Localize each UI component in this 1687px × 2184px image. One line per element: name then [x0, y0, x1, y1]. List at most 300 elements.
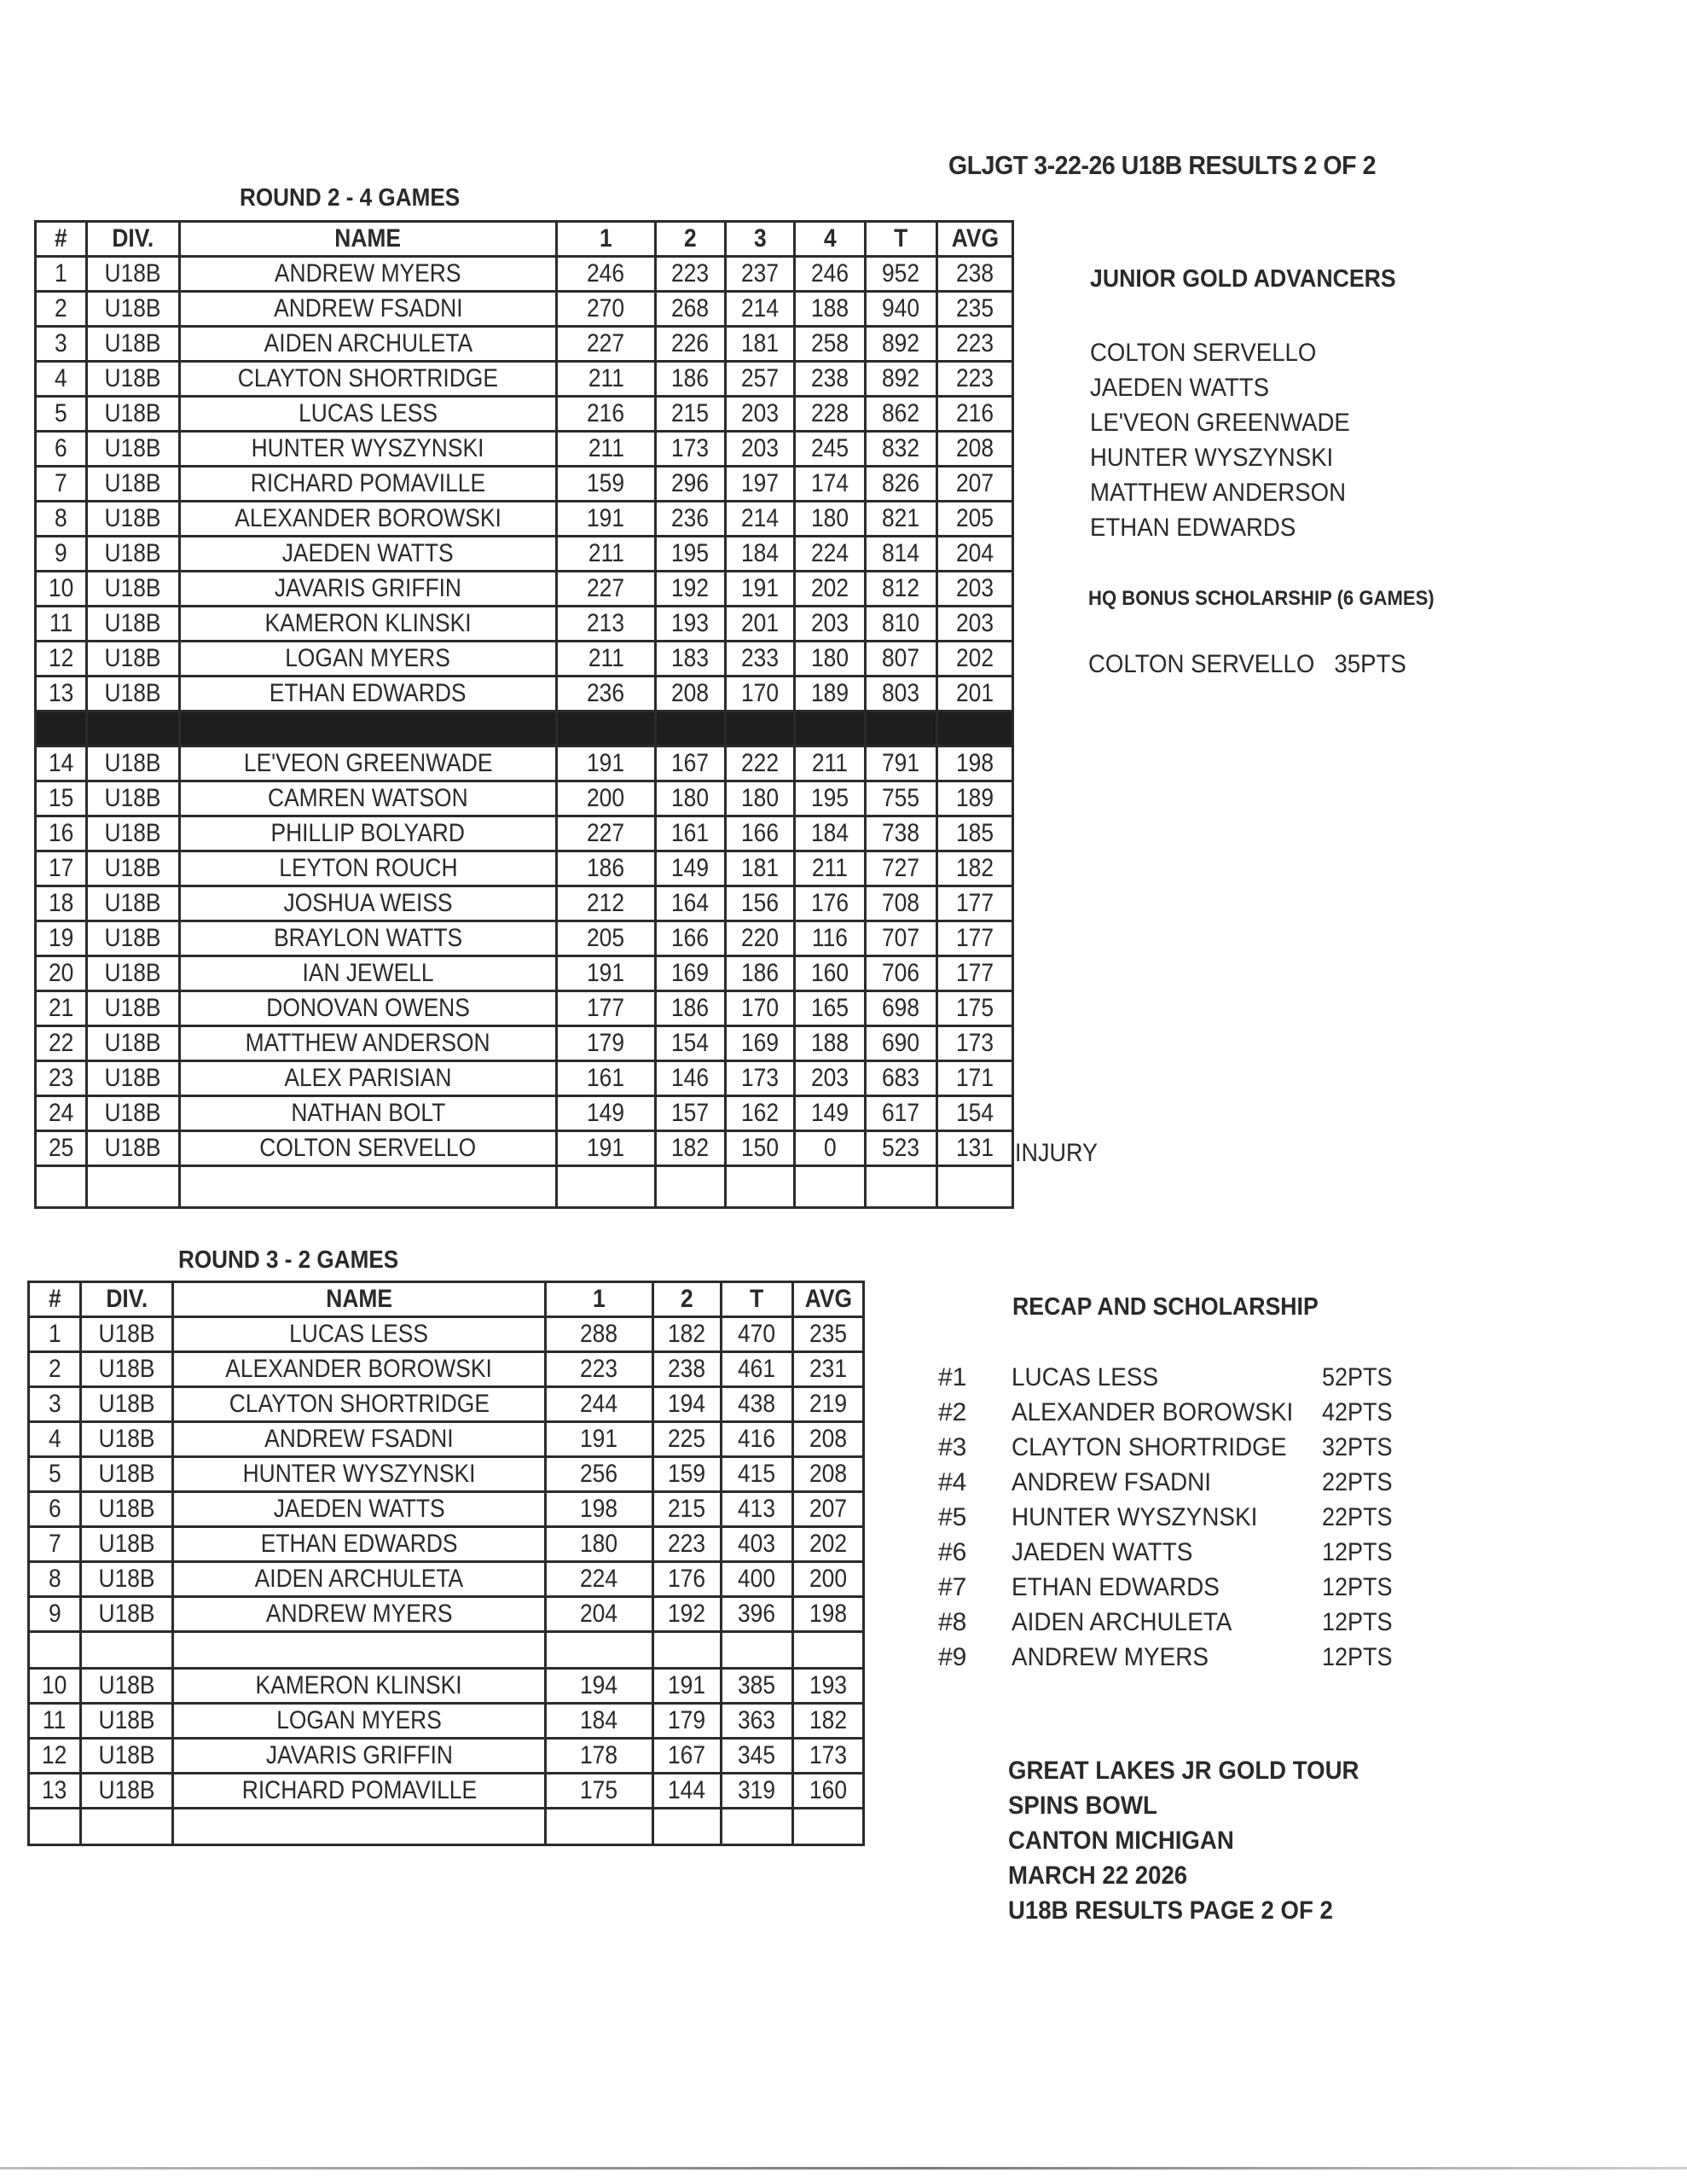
recap-name: ALEXANDER BOROWSKI: [1012, 1398, 1294, 1426]
cell-game-2: [656, 292, 726, 327]
cell-game-1-text: 191: [580, 1425, 618, 1453]
cell-game-1: [557, 746, 656, 781]
table-row: [36, 327, 1013, 362]
cell-division-text: U18B: [104, 574, 162, 602]
cell-rank-text: 14: [48, 749, 74, 777]
recap-points: 32PTS: [1322, 1433, 1393, 1461]
cell-average-text: 223: [955, 364, 994, 392]
cell-division: [87, 607, 180, 642]
cell-total-text: 617: [882, 1099, 920, 1127]
cell-total: [866, 816, 937, 851]
cell-game-1-text: 184: [580, 1706, 618, 1734]
cell-average-text: 204: [955, 539, 994, 567]
cell-total-text: 862: [882, 399, 920, 427]
cell-game-4: [795, 816, 866, 851]
scan-edge-line: [0, 2167, 1687, 2169]
cell-average: [937, 607, 1013, 642]
cell-average: [937, 397, 1013, 432]
cell-game-1: [557, 991, 656, 1026]
cell-total: [722, 1492, 793, 1527]
empty-cell: [81, 1809, 173, 1845]
cell-division: [81, 1774, 173, 1809]
cell-division: [87, 816, 180, 851]
empty-cell: [180, 1166, 557, 1208]
cell-total-text: 803: [882, 679, 920, 707]
recap-name: HUNTER WYSZYNSKI: [1012, 1503, 1258, 1531]
cell-name-text: LOGAN MYERS: [276, 1706, 442, 1734]
cell-division-text: U18B: [104, 294, 162, 322]
cell-game-2: [653, 1352, 722, 1387]
cell-average-text: 219: [809, 1390, 848, 1418]
cell-name: [180, 886, 557, 921]
cell-game-2-text: 179: [668, 1706, 706, 1734]
cell-game-2-text: 173: [671, 434, 710, 462]
cell-game-1: [557, 572, 656, 607]
empty-cell: [866, 712, 937, 746]
cell-total-text: 690: [882, 1029, 920, 1057]
cell-total-text: 403: [738, 1530, 776, 1558]
cell-game-3: [726, 467, 795, 502]
cell-game-2-text: 166: [671, 924, 710, 952]
cell-name: [173, 1457, 546, 1492]
cell-total: [866, 537, 937, 572]
column-header-division: [87, 222, 180, 257]
cell-game-3: [726, 1061, 795, 1096]
cell-rank-text: 2: [55, 294, 67, 322]
cell-rank-text: 3: [48, 1390, 61, 1418]
cell-game-3-text: 257: [740, 364, 780, 392]
recap-points: 42PTS: [1322, 1398, 1393, 1426]
column-header-total-text: T: [750, 1285, 764, 1313]
cell-rank-text: 4: [48, 1425, 61, 1453]
cell-game-3: [726, 677, 795, 712]
cell-average-text: 171: [955, 1064, 994, 1092]
empty-cell: [722, 1632, 793, 1669]
cell-division-text: U18B: [104, 784, 162, 812]
cell-total: [866, 781, 937, 816]
cell-name: [180, 781, 557, 816]
cell-rank: [36, 956, 87, 991]
cell-game-2: [656, 886, 726, 921]
column-header-game-1-text: 1: [593, 1285, 606, 1313]
cell-name: [180, 607, 557, 642]
cell-division: [81, 1704, 173, 1739]
cell-game-3: [726, 257, 795, 292]
cell-total-text: 807: [882, 644, 920, 672]
empty-cell: [656, 712, 726, 746]
cell-game-4-text: 224: [810, 539, 849, 567]
empty-cell: [866, 1166, 937, 1208]
cell-name: [180, 1131, 557, 1166]
cell-rank: [29, 1317, 81, 1352]
cell-rank-text: 5: [55, 399, 67, 427]
cell-game-1: [557, 816, 656, 851]
cell-name: [180, 362, 557, 397]
recap-rank: #6: [938, 1538, 967, 1566]
cell-rank: [36, 467, 87, 502]
cell-division-text: U18B: [98, 1495, 155, 1523]
cell-division-text: U18B: [104, 609, 162, 637]
cell-rank-text: 6: [55, 434, 67, 462]
cell-average: [937, 362, 1013, 397]
advancer-item: COLTON SERVELLO: [1090, 339, 1317, 367]
cell-rank-text: 11: [43, 1706, 67, 1734]
cell-game-1-text: 159: [587, 469, 625, 497]
cell-rank: [36, 851, 87, 886]
cell-average-text: 203: [955, 609, 994, 637]
cell-game-2-text: 182: [671, 1134, 710, 1162]
cell-rank-text: 25: [48, 1134, 74, 1162]
round3-header-row: [29, 1282, 864, 1317]
cell-game-2-text: 146: [671, 1064, 710, 1092]
cell-total-text: 826: [882, 469, 920, 497]
cell-rank: [36, 677, 87, 712]
cell-game-2: [656, 502, 726, 537]
cell-name: [180, 746, 557, 781]
cell-game-2-text: 149: [671, 854, 710, 882]
cell-average: [937, 467, 1013, 502]
table-row: [29, 1739, 864, 1774]
cell-game-4-text: 258: [810, 329, 849, 357]
cell-game-4-text: 211: [811, 854, 849, 882]
cell-game-1: [546, 1387, 653, 1422]
cell-division-text: U18B: [98, 1355, 155, 1383]
cell-game-1-text: 223: [580, 1355, 618, 1383]
cell-game-2: [653, 1457, 722, 1492]
cell-game-3: [726, 327, 795, 362]
recap-name: ANDREW MYERS: [1012, 1643, 1209, 1671]
cell-game-3-text: 180: [740, 784, 780, 812]
advancers-list: [1090, 335, 1350, 545]
table-row: [29, 1597, 864, 1632]
cell-rank: [29, 1457, 81, 1492]
cell-average: [937, 432, 1013, 467]
cell-division-text: U18B: [104, 924, 162, 952]
advancer-item: JAEDEN WATTS: [1090, 374, 1270, 402]
cell-name: [180, 467, 557, 502]
cell-game-4: [795, 746, 866, 781]
cell-game-3-text: 181: [740, 854, 780, 882]
cell-total-text: 523: [882, 1134, 920, 1162]
cell-division: [87, 642, 180, 677]
cell-game-2-text: 176: [668, 1565, 706, 1593]
table-row: [36, 502, 1013, 537]
column-header-total-text: T: [894, 224, 908, 253]
cell-total-text: 413: [738, 1495, 776, 1523]
cell-game-3-text: 237: [740, 259, 780, 288]
cell-game-1: [557, 292, 656, 327]
cell-game-4-text: 116: [811, 924, 849, 952]
cell-game-1-text: 256: [580, 1460, 618, 1488]
cell-rank-text: 10: [48, 574, 74, 602]
event-location: CANTON MICHIGAN: [1008, 1827, 1234, 1855]
cell-game-3-text: 214: [740, 294, 780, 322]
empty-cell: [173, 1809, 546, 1845]
cell-game-1-text: 212: [587, 889, 625, 917]
column-header-average-text: AVG: [804, 1285, 852, 1313]
cell-rank-text: 8: [48, 1565, 61, 1593]
cell-average: [793, 1739, 864, 1774]
cell-average: [793, 1669, 864, 1704]
cell-total: [722, 1527, 793, 1562]
cell-game-3: [726, 851, 795, 886]
cell-game-3-text: 214: [740, 504, 780, 532]
column-header-name: [180, 222, 557, 257]
cell-rank-text: 16: [48, 819, 74, 847]
empty-row: [29, 1632, 864, 1669]
table-row: [29, 1527, 864, 1562]
column-header-division: [81, 1282, 173, 1317]
cell-rank: [36, 886, 87, 921]
cell-game-2: [656, 1131, 726, 1166]
cell-game-1-text: 204: [580, 1600, 618, 1628]
cell-name: [180, 502, 557, 537]
cell-total: [866, 432, 937, 467]
column-header-division-text: DIV.: [106, 1285, 148, 1313]
cell-total: [866, 257, 937, 292]
cell-game-1: [557, 397, 656, 432]
table-row: [36, 572, 1013, 607]
cell-total: [866, 991, 937, 1026]
recap-rank: #4: [938, 1468, 967, 1496]
cell-division: [81, 1352, 173, 1387]
cell-total: [722, 1739, 793, 1774]
empty-cell: [795, 1166, 866, 1208]
cell-average: [793, 1527, 864, 1562]
cell-division: [81, 1387, 173, 1422]
cell-name: [180, 677, 557, 712]
table-row: [36, 1096, 1013, 1131]
cell-rank-text: 24: [48, 1099, 74, 1127]
cell-game-2: [656, 816, 726, 851]
cell-game-2: [656, 746, 726, 781]
empty-cell: [87, 1166, 180, 1208]
cell-rank: [36, 397, 87, 432]
cell-game-2-text: 161: [671, 819, 710, 847]
cell-total-text: 707: [882, 924, 920, 952]
cell-division: [87, 991, 180, 1026]
cell-game-4-text: 176: [810, 889, 849, 917]
cell-name-text: ALEX PARISIAN: [284, 1064, 452, 1092]
empty-cell: [937, 712, 1013, 746]
event-date: MARCH 22 2026: [1008, 1862, 1188, 1890]
cell-total: [866, 292, 937, 327]
cell-total-text: 810: [882, 609, 920, 637]
table-row: [36, 677, 1013, 712]
cell-division-text: U18B: [98, 1706, 155, 1734]
cell-average: [793, 1774, 864, 1809]
cell-game-3: [726, 1131, 795, 1166]
cell-division: [87, 851, 180, 886]
cell-game-4: [795, 397, 866, 432]
cell-game-2-text: 183: [671, 644, 710, 672]
empty-cell: [29, 1809, 81, 1845]
cell-name-text: LE'VEON GREENWADE: [243, 749, 493, 777]
cell-division-text: U18B: [104, 364, 162, 392]
cell-game-1: [546, 1317, 653, 1352]
cell-game-2-text: 238: [668, 1355, 706, 1383]
hq-bonus-winner: COLTON SERVELLO: [1088, 650, 1315, 678]
cell-total: [866, 572, 937, 607]
cell-game-2: [656, 572, 726, 607]
empty-cell: [546, 1809, 653, 1845]
cell-division-text: U18B: [104, 1099, 162, 1127]
table-row: [29, 1704, 864, 1739]
cell-rank: [36, 816, 87, 851]
cell-average: [937, 781, 1013, 816]
cell-total-text: 812: [882, 574, 920, 602]
cell-game-1-text: 236: [587, 679, 625, 707]
cell-game-1: [546, 1704, 653, 1739]
cell-division: [87, 537, 180, 572]
cell-division: [87, 572, 180, 607]
cell-game-2: [656, 921, 726, 956]
recap-name: JAEDEN WATTS: [1012, 1538, 1193, 1566]
cell-game-3-text: 197: [740, 469, 780, 497]
cell-game-1: [557, 1026, 656, 1061]
cell-rank: [36, 292, 87, 327]
cell-division: [81, 1669, 173, 1704]
cell-division-text: U18B: [98, 1671, 155, 1699]
cell-name-text: CLAYTON SHORTRIDGE: [237, 364, 499, 392]
table-row: [36, 921, 1013, 956]
cell-average-text: 202: [955, 644, 994, 672]
cell-game-2-text: 180: [671, 784, 710, 812]
cell-division: [87, 886, 180, 921]
cell-division: [87, 1131, 180, 1166]
cell-total-text: 727: [882, 854, 920, 882]
cell-game-1: [546, 1739, 653, 1774]
cell-game-3-text: 220: [740, 924, 780, 952]
cell-game-1-text: 227: [587, 574, 625, 602]
cell-rank: [36, 327, 87, 362]
cell-rank: [29, 1352, 81, 1387]
cell-total: [866, 956, 937, 991]
column-header-average: [937, 222, 1013, 257]
cell-name: [180, 257, 557, 292]
cell-game-4-text: 245: [810, 434, 849, 462]
cell-game-2-text: 223: [668, 1530, 706, 1558]
cell-game-2: [653, 1562, 722, 1597]
injury-note: INJURY: [1015, 1139, 1099, 1167]
table-row: [29, 1562, 864, 1597]
cell-game-2-text: 215: [668, 1495, 706, 1523]
cell-total: [866, 1096, 937, 1131]
cell-game-4-text: 149: [810, 1099, 849, 1127]
empty-cell: [937, 1166, 1013, 1208]
cell-average-text: 207: [955, 469, 994, 497]
cell-rank: [29, 1774, 81, 1809]
table-row: [36, 991, 1013, 1026]
cell-name-text: LOGAN MYERS: [285, 644, 451, 672]
cell-game-4-text: 238: [810, 364, 849, 392]
table-row: [36, 1131, 1013, 1166]
cell-game-1: [557, 502, 656, 537]
cell-rank-text: 7: [48, 1530, 61, 1558]
cell-division-text: U18B: [98, 1530, 155, 1558]
cell-game-3-text: 169: [740, 1029, 780, 1057]
cell-name-text: KAMERON KLINSKI: [264, 609, 472, 637]
cell-name: [180, 1061, 557, 1096]
cell-division-text: U18B: [98, 1741, 155, 1769]
cell-average: [937, 1026, 1013, 1061]
cell-total: [866, 502, 937, 537]
cell-total-text: 415: [738, 1460, 776, 1488]
cell-game-4: [795, 257, 866, 292]
cell-rank-text: 9: [48, 1600, 61, 1628]
cell-game-1: [546, 1774, 653, 1809]
table-row: [36, 432, 1013, 467]
cell-game-1-text: 288: [580, 1320, 618, 1348]
cell-game-4-text: 211: [811, 749, 849, 777]
cell-name-text: JAVARIS GRIFFIN: [274, 574, 462, 602]
cell-division-text: U18B: [104, 1029, 162, 1057]
cell-name-text: JOSHUA WEISS: [283, 889, 453, 917]
cell-rank-text: 12: [48, 644, 74, 672]
cell-game-1: [557, 886, 656, 921]
cell-name-text: ALEXANDER BOROWSKI: [235, 504, 501, 532]
cell-average-text: 177: [955, 959, 994, 987]
cell-division: [87, 292, 180, 327]
cell-average: [937, 572, 1013, 607]
advancers-title: JUNIOR GOLD ADVANCERS: [1090, 265, 1396, 293]
cell-average-text: 207: [809, 1495, 848, 1523]
table-row: [36, 362, 1013, 397]
cell-average-text: 198: [955, 749, 994, 777]
cell-name: [173, 1492, 546, 1527]
cell-game-3-text: 156: [740, 889, 780, 917]
cell-game-4-text: 188: [810, 1029, 849, 1057]
cell-game-4: [795, 991, 866, 1026]
cell-division: [87, 956, 180, 991]
cutoff-separator-row: [36, 712, 1013, 746]
cell-rank: [29, 1492, 81, 1527]
cell-rank-text: 12: [42, 1741, 67, 1769]
empty-row: [29, 1809, 864, 1845]
cell-game-2: [653, 1387, 722, 1422]
recap-name: AIDEN ARCHULETA: [1012, 1608, 1232, 1636]
cell-game-2: [656, 991, 726, 1026]
cell-total-text: 755: [882, 784, 920, 812]
cell-division: [87, 502, 180, 537]
cell-game-4-text: 246: [810, 259, 849, 288]
cell-division-text: U18B: [98, 1390, 155, 1418]
cell-average: [793, 1597, 864, 1632]
empty-cell: [722, 1809, 793, 1845]
cell-name-text: KAMERON KLINSKI: [255, 1671, 463, 1699]
event-venue: SPINS BOWL: [1008, 1792, 1157, 1820]
cell-division-text: U18B: [104, 539, 162, 567]
cell-average-text: 223: [955, 329, 994, 357]
cell-total: [866, 886, 937, 921]
cell-division-text: U18B: [104, 434, 162, 462]
cell-game-3: [726, 397, 795, 432]
recap-name: ANDREW FSADNI: [1012, 1468, 1212, 1496]
cell-rank-text: 8: [55, 504, 67, 532]
column-header-total: [722, 1282, 793, 1317]
cell-rank: [36, 1096, 87, 1131]
cell-game-4: [795, 502, 866, 537]
round2-title: ROUND 2 - 4 GAMES: [240, 184, 461, 212]
cell-average: [793, 1387, 864, 1422]
cell-game-3-text: 203: [740, 399, 780, 427]
cell-game-1: [557, 642, 656, 677]
column-header-game-2-text: 2: [684, 224, 697, 253]
cell-rank-text: 23: [48, 1064, 74, 1092]
table-row: [36, 851, 1013, 886]
recap-points: 22PTS: [1322, 1468, 1393, 1496]
column-header-game-2-text: 2: [681, 1285, 693, 1313]
